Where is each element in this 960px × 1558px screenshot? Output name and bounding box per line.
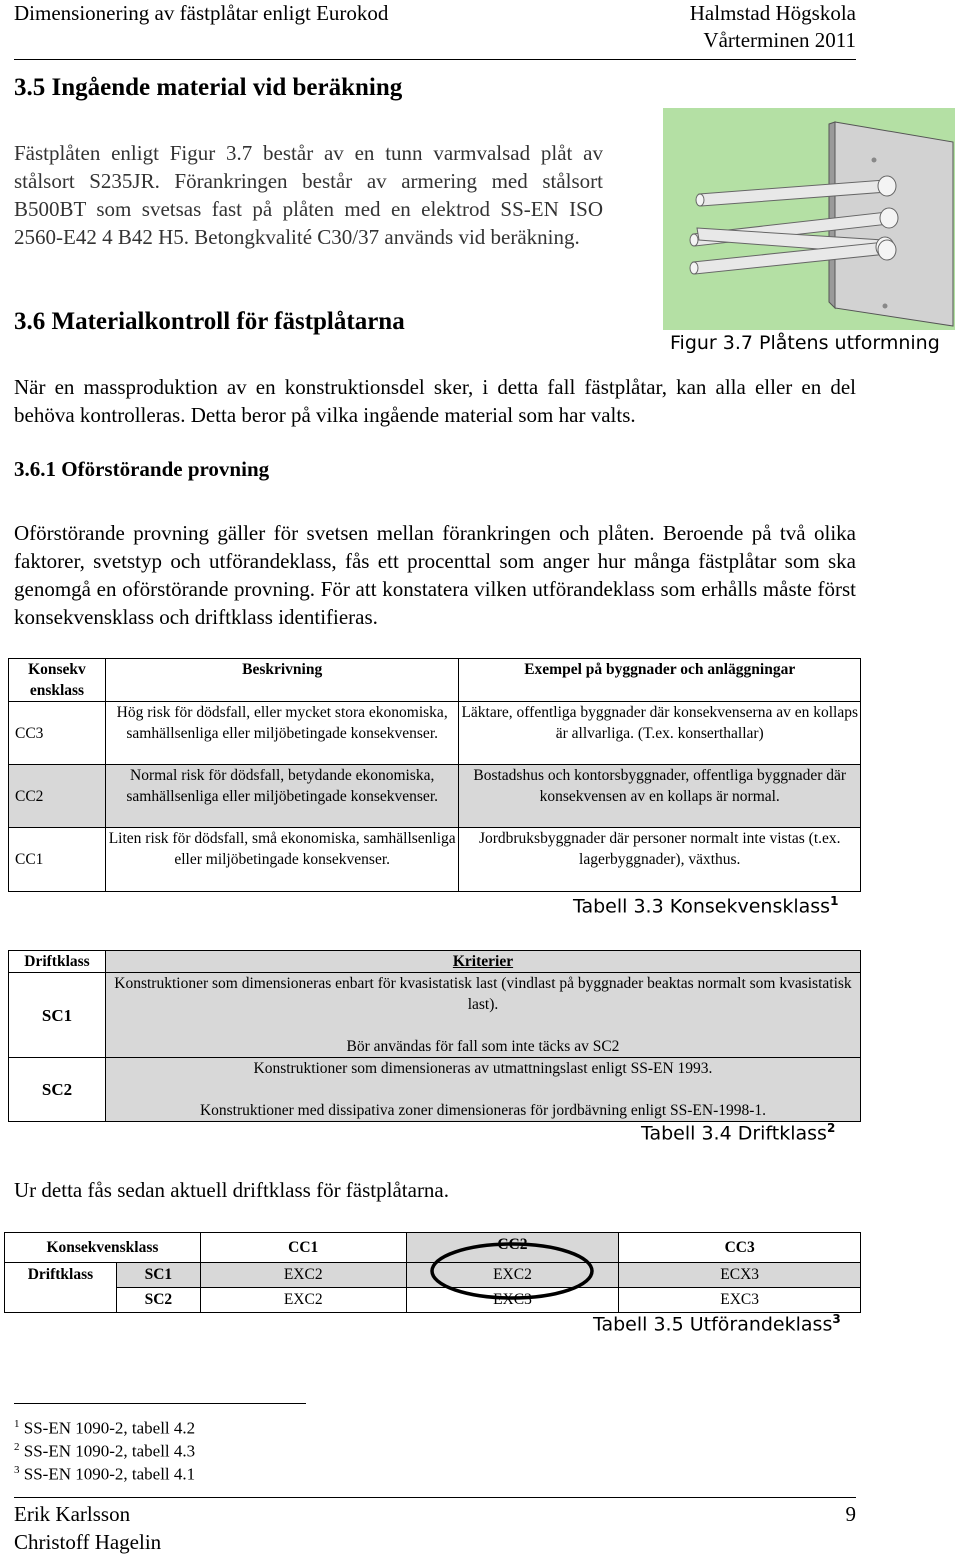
table-header-cell: Exempel på byggnader och anläggningar: [459, 659, 861, 702]
footnote-text: SS-EN 1090-2, tabell 4.3: [23, 1441, 196, 1461]
footer-author1: Erik Karlsson: [14, 1502, 131, 1526]
criteria-line: Konstruktioner som dimensioneras enbart för kvasistatisk last (vindlast på byggnader beaktas normalt som kvasistatisk last).: [114, 975, 852, 1013]
section-3-6-text: När en massproduktion av en konstruktionsdel sker, i detta fall fästplåtar, kan alla eller en del behöva kontrolleras. Detta beror på vilka ingående material som har valts.: [14, 375, 856, 427]
table-row: [9, 765, 861, 828]
table-header-cell: CC2: [406, 1233, 619, 1263]
table-3-4-caption: [641, 1121, 835, 1144]
section-3-6-1-text: Oförstörande provning gäller för svetsen mellan förankringen och plåten. Beroende på två olika faktorer, svetstyp och utförandeklass, fås ett procenttal som anger hur många fästplåtar som ska genomgå en oförstörande provning. För att konstatera vilken utförandeklass som erhålls måste först konsekvensklass och driftklass identifieras.: [14, 521, 856, 629]
table-row: [9, 973, 861, 1058]
figure-plate-image: [663, 108, 955, 330]
header-right-line1: Halmstad Högskola: [689, 1, 856, 25]
table-header-cell: Driftklass: [9, 951, 106, 973]
table-cell: Liten risk för dödsfall, små ekonomiska, samhällsenliga eller miljöbetingade konsekvenser.: [105, 828, 459, 892]
section-3-6-1-title: 3.6.1 Oförstörande provning: [14, 457, 270, 481]
table-header-cell: CC1: [200, 1233, 406, 1263]
table-cell: SC1: [116, 1263, 200, 1288]
table-cell: EXC3: [406, 1288, 619, 1313]
table-cell: EXC2: [200, 1263, 406, 1288]
header-left: Dimensionering av fästplåtar enligt Eurokod: [14, 1, 389, 25]
table-cell: Jordbruksbyggnader där personer normalt inte vistas (t.ex. lagerbyggnader), växthus.: [459, 828, 861, 892]
table-cell: ECX3: [619, 1263, 861, 1288]
criteria-line: Bör användas för fall som inte täcks av SC2: [346, 1038, 620, 1055]
section-3-6-title: 3.6 Materialkontroll för fästplåtarna: [14, 308, 405, 335]
table-header-row: [9, 951, 861, 973]
footnote-number: 1: [14, 1418, 20, 1430]
footnote-text: SS-EN 1090-2, tabell 4.1: [23, 1464, 196, 1484]
footnote: [14, 1459, 195, 1486]
table-header-row: [9, 659, 861, 702]
caption-footnote-ref: 3: [832, 1312, 841, 1326]
caption-text: Tabell 3.3 Konsekvensklass: [573, 895, 831, 918]
table-3-5-caption: [593, 1312, 841, 1335]
plate-illustration: [663, 108, 955, 330]
page-number: 9: [845, 1502, 856, 1526]
table-header-cell: Kriterier: [105, 951, 860, 973]
caption-text: Tabell 3.5 Utförandeklass: [593, 1313, 833, 1336]
table-row: [9, 1058, 861, 1122]
table-cell: SC2: [9, 1058, 106, 1122]
table-driftklass: [8, 950, 861, 1122]
table-cell: Läktare, offentliga byggnader där konsekvenserna av en kollaps är allvarliga. (T.ex. konserthallar): [459, 702, 861, 765]
footer-rule: [14, 1497, 856, 1498]
caption-footnote-ref: 2: [826, 1121, 836, 1135]
middle-text: Ur detta fås sedan aktuell driftklass för fästplåtarna.: [14, 1178, 450, 1202]
table-header-cell: Konsekvensklass: [5, 1233, 201, 1263]
table-header-cell: Beskrivning: [105, 659, 459, 702]
table-3-3-caption: [573, 894, 838, 917]
table-row: [9, 702, 861, 765]
table-header-cell: Konsekv ensklass: [9, 659, 106, 702]
table-cell: CC3: [9, 702, 106, 765]
table-cell: SC1: [9, 973, 106, 1058]
figure-caption: Figur 3.7 Plåtens utformning: [670, 332, 940, 354]
table-cell: CC1: [9, 828, 106, 892]
header-rule: [14, 59, 856, 60]
table-cell: EXC2: [200, 1288, 406, 1313]
table-header-cell: CC3: [619, 1233, 861, 1263]
caption-text: Tabell 3.4 Driftklass: [641, 1122, 827, 1145]
footnote-number: 3: [14, 1464, 20, 1476]
header-right-line2: Vårterminen 2011: [703, 28, 856, 52]
footnote-number: 2: [14, 1441, 20, 1453]
table-cell: Hög risk för dödsfall, eller mycket stora ekonomiska, samhällsenliga eller miljöbetingade konsekvenser.: [105, 702, 459, 765]
table-cell: Normal risk för dödsfall, betydande ekonomiska, samhällsenliga eller miljöbetingade konsekvenser.: [105, 765, 459, 828]
section-3-5-text: Fästplåten enligt Figur 3.7 består av en tunn varmvalsad plåt av stålsort S235JR. Förankringen består av armering med stålsort B500BT som svetsas fast på plåten med en elektrod SS-EN ISO 2560-E42 4 B42 H5. Betongkvalité C30/37 används vid beräkning.: [14, 141, 603, 249]
table-konsekvensklass: [8, 658, 861, 892]
table-cell: Bostadshus och kontorsbyggnader, offentliga byggnader där konsekvensen av en kollaps är normal.: [459, 765, 861, 828]
table-cell: [105, 973, 860, 1058]
table-cell: SC2: [116, 1288, 200, 1313]
table-row: [9, 828, 861, 892]
footnote-rule: [14, 1403, 306, 1404]
table-cell: Driftklass: [5, 1263, 117, 1313]
table-cell: CC2: [9, 765, 106, 828]
section-3-5-title: 3.5 Ingående material vid beräkning: [14, 74, 403, 101]
table-cell: EXC2: [406, 1263, 619, 1288]
table-cell: [105, 1058, 860, 1122]
footnote-text: SS-EN 1090-2, tabell 4.2: [23, 1418, 196, 1438]
criteria-line: Konstruktioner med dissipativa zoner dimensioneras för jordbävning enligt SS-EN-1998-1.: [199, 1102, 767, 1119]
criteria-line: Konstruktioner som dimensioneras av utmattningslast enligt SS-EN 1993.: [253, 1060, 713, 1077]
table-cell: EXC3: [619, 1288, 861, 1313]
footer-author2: Christoff Hagelin: [14, 1530, 162, 1554]
caption-footnote-ref: 1: [830, 894, 839, 908]
highlight-ellipse: [428, 1240, 596, 1302]
